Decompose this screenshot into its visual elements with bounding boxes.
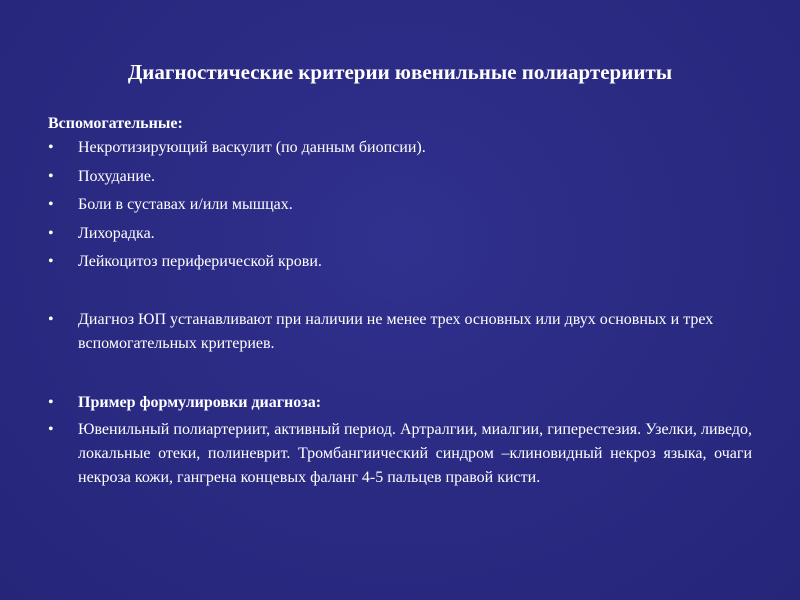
slide-title: Диагностические критерии ювенильные полиартерииты <box>127 60 673 84</box>
list-item <box>48 165 752 194</box>
list-item <box>48 308 752 356</box>
criterion-text: Лейкоцитоз периферической крови. <box>78 253 322 270</box>
bullet-icon: • <box>48 421 54 438</box>
example-list <box>48 391 752 490</box>
diagnosis-rule-list <box>48 308 752 356</box>
criterion-text: Боли в суставах и/или мышцах. <box>78 196 293 213</box>
list-item <box>48 418 752 490</box>
diagnosis-rule-text: Диагноз ЮП устанавливают при наличии не менее трех основных или двух основных и трех вспомогательных критериев. <box>78 311 714 352</box>
list-item <box>48 250 752 279</box>
minor-criteria-list <box>48 136 752 279</box>
list-item <box>48 391 752 415</box>
minor-criteria-heading: Вспомогательные: <box>48 115 183 132</box>
list-item <box>48 136 752 165</box>
criterion-text: Некротизирующий васкулит (по данным биопсии). <box>78 139 426 156</box>
list-item <box>48 222 752 251</box>
criterion-text: Похудание. <box>78 167 156 185</box>
bullet-icon: • <box>48 196 54 213</box>
example-text: Ювенильный полиартериит, активный период. Артралгии, миалгии, гиперестезия. Узелки, ливедо, локальные отеки, полиневрит. Тромбангиический синдром –клиновидный некроз языка, очаги некроза кожи, гангрена концевых фаланг 4-5 пальцев правой кисти. <box>78 421 752 486</box>
bullet-icon: • <box>48 139 54 156</box>
bullet-icon: • <box>48 394 54 411</box>
bullet-icon: • <box>48 253 54 270</box>
list-item <box>48 193 752 222</box>
bullet-icon: • <box>48 167 54 185</box>
bullet-icon: • <box>48 224 54 242</box>
criterion-text: Лихорадка. <box>78 224 155 242</box>
example-heading: Пример формулировки диагноза: <box>78 394 322 411</box>
bullet-icon: • <box>48 311 54 328</box>
